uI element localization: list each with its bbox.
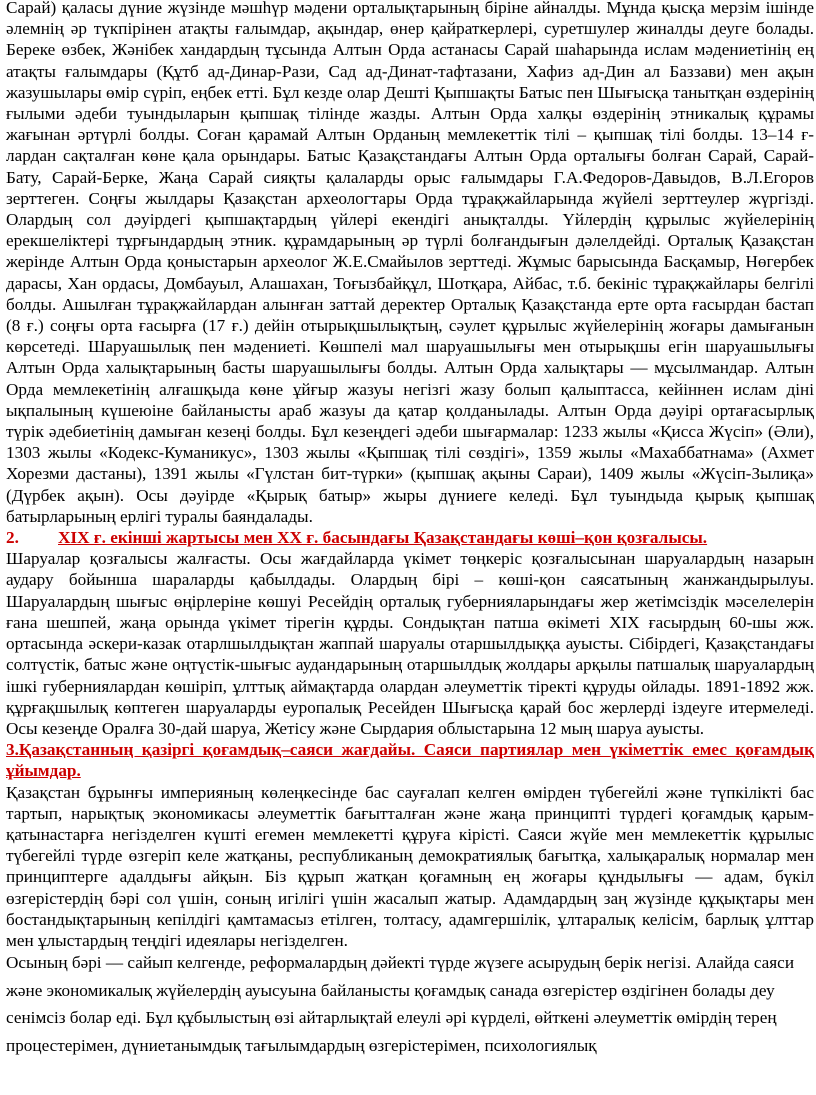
section-heading-3-title-rest: үкіметтік емес қоғамдық ұйымдар.: [6, 740, 814, 781]
paragraph-reforms: Осының бәрі — сайып келгенде, реформалардың дәйекті түрде жүзеге асырудың берік негізі. Алайда саяси және экономикалық жүйелердің ауысуына байланысты қоғамдық санада өзгерістер өздігінен болады деу сенімсіз болар еді. Бұл құбылыстың өзі айтарлықтай елеулі әрі күрделі, өйткені әлеуметтік өмірдің терең процестерімен, дүниетанымдық тағылымдардың өзгерістерімен, психологиялық: [6, 953, 795, 1055]
paragraph-golden-horde-culture: Сарай) қаласы дүние жүзінде мәшһүр мәдени орталықтарының біріне айналды. Мұнда қысқа мерзім ішінде әлемнің әр түкпірінен атақты ғалымдар, ақындар, өнер қайраткерлері, суретшулер жиналды деуге болады. Береке өзбек, Жәнібек хандардың тұсында Алтын Орда астанасы Сарай шаһарында ислам мәдениетінің ең атақты ғалымдары (Құтб ад-Динар-Рази, Сад ад-Динат-тафтазани, Хафиз ад-Дин ал Баззави) мен ақын жазушылары өмір сүріп, еңбек етті. Бұл кезде олар Дешті Қыпшақты Батыс пен Шығысқа танытқан өздерінің ғылыми әдеби туындыларын қыпшақ тілінде жазды. Алтын Орда халқы өздерінің этникалық құрамы жағынан әртүрлі болды. Соған қарамай Алтын Орданың мемлекеттік тілі – қыпшақ тілі болды. 13–14 ғ-лардан сақталған көне қала орындары. Батыс Қазақстандағы Алтын Орда орталығы болған Сарай, Сарай-Бату, Сарай-Берке, Жаңа Сарай сияқты қалаларды орыс ғалымдары Г.А.Федоров-Давыдов, В.Л.Егоров зерттеген. Соңғы жылдары Қазақстан археологтары Орда тұрақжайларында жүйелі зерттеулер жүргізді. Олардың сол дәуірдегі қыпшақтардың үйлері екендігі анықталды. Үйлердің құрылыс жүйелерінің ерекшеліктері тұрғындардың этник. құрамдарының әр түрлі болғандығын дәлелдейді. Орталық Қазақстан жерінде Алтын Орда қоныстарын археолог Ж.Е.Смайылов зерттеді. Жұмыс барысында Басқамыр, Нөгербек дарасы, Хан ордасы, Домбауыл, Алашахан, Тоғызбайқұл, Шотқара, Айбас, т.б. бекініс тұрақжайлары белгілі болды. Ашылған тұрақжайлардан алынған заттай деректер Орталық Қазақстанда ерте орта ғасырдан бастап (8 ғ.) соңғы орта ғасырға (17 ғ.) дейін отырықшылықтың, сәулет құрылыс жүйелерінің жоғары дамығанын көрсетеді. Шаруашылық пен мәдениеті. Көшпелі мал шаруашылығы мен отырықшы егін шаруашылығы Алтын Орда халықтарының басты шаруашылығы болды. Алтын Орда халықтары — мұсылмандар. Алтын Орда мемлекетінің алғашқыда көне ұйғыр жазуы негізгі жазу болып қалыптасса, кейіннен ислам діні ықпалының күшеюіне байланысты араб жазуы да қатар қолданылады. Алтын Орда дәуірі ортағасырлық түрік әдебиетінің дамыған кезеңі болды. Бұл кезеңдегі әдеби шығармалар: 1233 жылы «Қисса Жүсіп» (Әли), 1303 жылы «Кодекс-Куманикус», 1303 жылы «Қыпшақ тілі сөздігі», 1359 жылы «Махаббатнама» (Ахмет Хорезми дастаны), 1391 жылы «Гүлстан бит-түрки» (қыпшақ ақыны Сараи), 1409 жылы «Жүсіп-Зылиқа» (Дүрбек ақын). Осы дәуірде «Қырық батыр» жыры дүниеге келеді. Бұл туындыда қырық қыпшақ батырларының ерлігі туралы баяндалады.: [6, 0, 814, 526]
section-heading-3-title: 3.Қазақстанның қазіргі қоғамдық–саяси жағдайы. Саяси партиялар мен: [6, 740, 610, 760]
paragraph-migration: Шаруалар қозғалысы жалғасты. Осы жағдайларда үкімет төңкеріс қозғалысынан шаруалардың назарын аудару бойынша шараларды қабылдады. Олардың бірі – көші-қон саясатының жанжандырылуы. Шаруалардың шығыс өңірлеріне көшуі Ресейдің орталық губернияларындағы жер жетімсіздік мәселелерін ғана шешпей, жаңа орында үкімет тірегін құрды. Сондықтан патша өкіметі XIX ғасырдың 60-шы жж. ортасында әскери-казак отарлшылдықтан жаппай шаруалы отаршылдыққа ауысты. Сібірдегі, Қазақстандағы солтүстік, батыс және оңтүстік-шығыс аудандарының отаршылдық жолдары арқылы патшалық шаруалардың ішкі губерниялардан көшіріп, ұлттық аймақтарда олардан әлеуметтік тіректі құруды ойлады. 1891-1892 жж. құрғақшылық көптеген шаруаларды еуропалық Ресейден Шығысқа қарай бос жерлерді іздеуге итермеледі. Осы кезеңде Оралға 30-дай шаруа, Жетісу және Сырдария облыстарына 12 мың шаруа ауысты.: [6, 549, 814, 738]
section-heading-3: [6, 739, 814, 781]
section-heading-2-title: XIX ғ. екінші жартысы мен XX ғ. басындағы Қазақстандағы көші–қон қозғалысы.: [58, 528, 708, 548]
section-heading-2: [6, 527, 814, 548]
paragraph-modern-kazakhstan: Қазақстан бұрынғы империяның көлеңкесінде бас сауғалап келген өмірден түбегейлі және түпкілікті бас тартып, нарықтық экономикасы әлеуметтік бағытталған және жаңа принципті түрдегі қоғамдық қарым-қатынастарға негізделген күшті егемен мемлекетті құруға кірісті. Саяси жүйе мен мемлекеттік құрылыс түбегейлі түрде өзгеріп келе жатқаны, республиканың демократиялық бағытқа, халықаралық нормалар мен принциптерге адалдығы айқын. Біз құрып жатқан қоғамның ең жоғары құндылығы — адам, бүкіл өзгерістердің бәрі сол үшін, соның игілігі үшін жасалып жатыр. Адамдардың заң жүзінде құқықтары мен бостандықтарының кепілдігі қамтамасыз етілген, толтасу, адамгершілік, ұлтаралық келісім, барлық ұлттар мен ұлыстардың теңдігі идеялары негізделген.: [6, 782, 814, 950]
section-heading-2-number: 2.: [6, 528, 19, 548]
document-page: [6, 0, 814, 1059]
